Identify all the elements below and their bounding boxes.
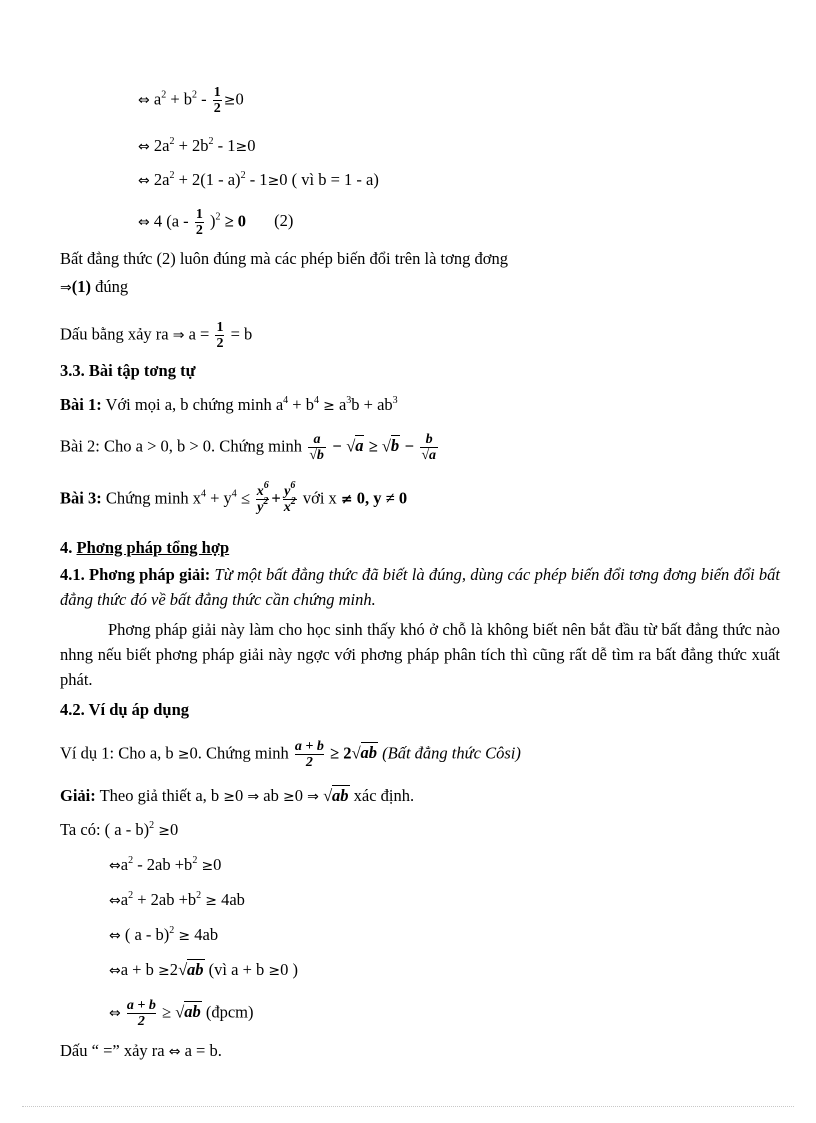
eq-line-4: ⇔ 4 (a - $\frac{1}{2}$ )$^2$ ≥ 0 (2): [138, 207, 294, 238]
ta-co-line: Ta có: ( a - b)$^2$ ≥0: [60, 820, 179, 839]
exercise-3: Bài 3: Chứng minh $x^4 + y^4$ ≤ $\frac{x^6}{y^2}$ + $\frac{y^6}{x^2}$ với x ≠ 0, y ≠ 0: [60, 480, 408, 515]
equality-condition: Dấu “ =” xảy ra ⇔ a = b.: [60, 1041, 222, 1060]
derivation-2: $\Leftrightarrow a^2 + 2ab +b^2 \ge 4ab$: [109, 890, 245, 909]
iff-symbol: ⇔: [138, 214, 150, 231]
equation-number: (2): [274, 211, 294, 231]
iff-symbol: ⇔: [138, 92, 150, 109]
implies-symbol: ⇒: [60, 280, 72, 296]
section-4-1-paragraph: Phơng pháp giải này làm cho học sinh thấy khó ở chỗ là không biết nên bắt đầu từ bất đẳng thức nào nhng nếu biết phơng pháp giải này ngợc với phơng pháp phân tích thì cũng rất dễ tìm ra bất đẳng thức xuất phát.: [60, 620, 780, 689]
example-1: Ví dụ 1: Cho a, b ≥0. Chứng minh $\frac{a + b}{2}$ ≥ 2√ab (Bất đẳng thức Côsi): [60, 739, 521, 770]
fraction-one-half: $\frac{1}{2}$: [213, 85, 221, 116]
section-4-2-title: 4.2. Ví dụ áp dụng: [60, 700, 190, 719]
section-4-title: 4. Phơng pháp tổng hợp: [60, 538, 230, 557]
eq-line-1: ⇔ $a^2 + b^2$ - $\frac{1}{2}$ ≥0: [138, 85, 244, 116]
section-4-1: 4.1. Phơng pháp giải: Từ một bất đẳng thức đã biết là đúng, dùng các phép biến đổi tơng đơng biến đổi bất đẳng thức đó về bất đẳng thức cần chứng minh.: [60, 565, 780, 609]
derivation-5: ⇔ $\frac{a + b}{2}$ ≥ √ab (đpcm): [109, 998, 254, 1029]
statement-1: Bất đẳng thức (2) luôn đúng mà các phép biến đổi trên là tơng đơng: [60, 249, 508, 268]
iff-symbol: ⇔: [138, 139, 150, 155]
exercise-1: Bài 1: Với mọi a, b chứng minh $a^4 + b^4 \ge a^3b + ab^3$: [60, 395, 398, 414]
derivation-3: ⇔ ( a - b)$^2$ ≥ 4ab: [109, 925, 219, 944]
implies-symbol: ⇒: [172, 327, 185, 344]
statement-3: Dấu bằng xảy ra ⇒ a = $\frac{1}{2}$ = b: [60, 320, 253, 351]
fraction-one-half: $\frac{1}{2}$: [195, 207, 203, 238]
derivation-1: $\Leftrightarrow a^2 - 2ab +b^2 \ge 0$: [109, 855, 222, 874]
derivation-4: ⇔a + b ≥2√ab (vì a + b ≥0 ): [109, 960, 298, 979]
section-3-3-title: 3.3. Bài tập tơng tự: [60, 361, 196, 380]
solution-line: Giải: Theo giả thiết a, b ≥0 ⇒ ab ≥0 ⇒ √ab xác định.: [60, 786, 415, 805]
exercise-2: Bài 2: Cho a > 0, b > 0. Chứng minh $\frac{a}{√b}$ − √a ≥ √b − $\frac{b}{√a}$: [60, 432, 436, 463]
statement-2: ⇒(1) đúng: [60, 277, 129, 296]
page-footer-divider: [22, 1106, 794, 1107]
eq-line-3: ⇔ $2a^2 + 2(1 - a)^2 - 1\ge 0$ ( vì b = 1 - a): [138, 170, 379, 189]
fraction-one-half: $\frac{1}{2}$: [216, 320, 224, 351]
iff-symbol: ⇔: [138, 173, 150, 189]
eq-line-2: ⇔ $2a^2 + 2b^2 - 1\ge 0$: [138, 136, 256, 155]
